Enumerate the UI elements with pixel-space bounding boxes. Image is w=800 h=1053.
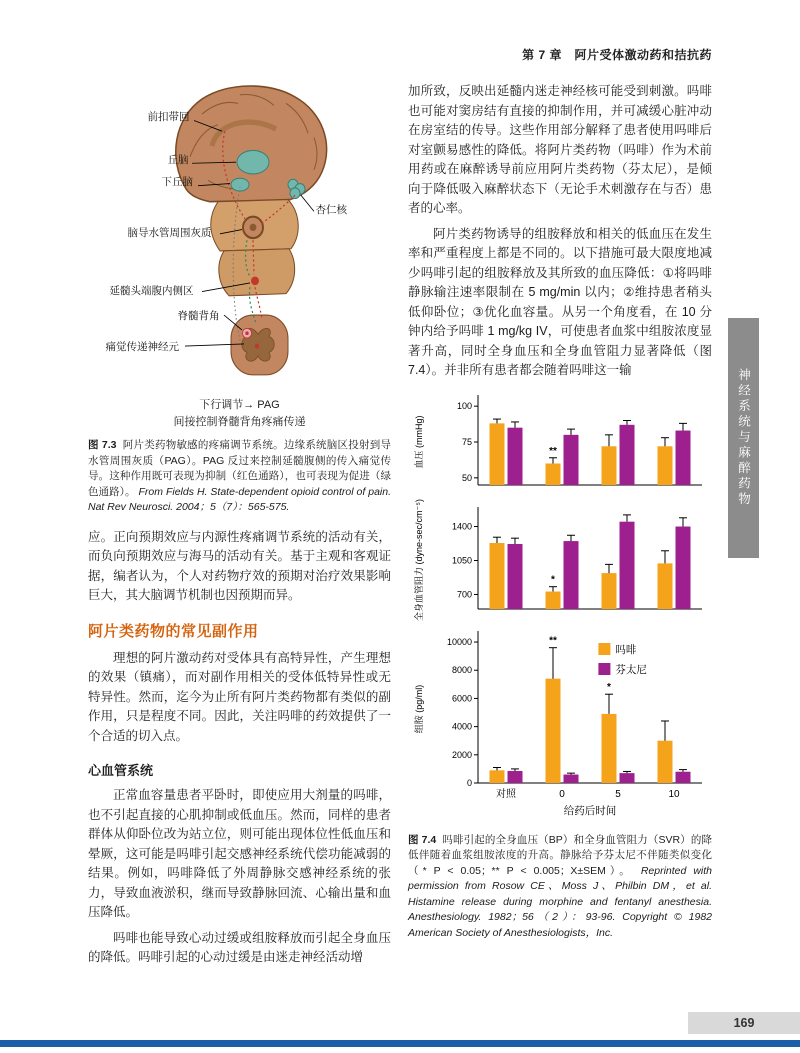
svg-text:吗啡: 吗啡 xyxy=(615,643,637,656)
svg-text:*: * xyxy=(607,681,611,693)
svg-text:**: ** xyxy=(549,635,557,647)
svg-text:血压 (mmHg): 血压 (mmHg) xyxy=(414,415,424,468)
figure-7-4-caption xyxy=(408,833,712,942)
paragraph-expectation: 应。正向预期效应与内源性疼痛调节系统的活动有关，而负向预期效应与海马的活动有关。基于主观和客观证据，编者认为，个人对药物疗效的预期对治疗效果影响巨大，其大脑调节机制也因预期而异。 xyxy=(88,529,391,603)
rvm-marker xyxy=(251,277,259,286)
figure-7-4-caption-label: 图 7.4 xyxy=(408,833,437,846)
diagram-label-pain-neuron: 痛觉传递神经元 xyxy=(105,341,179,353)
thalamus-shape xyxy=(237,150,269,174)
svg-text:**: ** xyxy=(549,445,557,457)
figure-7-3-note-line1: 下行调节→ PAG xyxy=(199,399,280,411)
pain-neuron-marker xyxy=(254,344,258,349)
section-heading-side-effects: 阿片类药物的常见副作用 xyxy=(88,622,259,640)
chart-blood-pressure xyxy=(408,389,712,497)
section-side-tab xyxy=(728,318,759,558)
svg-text:700: 700 xyxy=(456,588,472,599)
paragraph-vagal: 加所致，反映出延髓内迷走神经核可能受到刺激。吗啡也可能对窦房结有直接的抑制作用，并可减缓心脏冲动在房室结的传导。这些作用部分解释了患者使用吗啡后对室颤易感性的降低。将阿片类药物（吗啡）作为术前用药或在麻醉诱导前应用阿片类药物（芬太尼），是倾向于降低吸入麻醉状态下（无论手术刺激存在与否）患者的心率。 xyxy=(408,84,712,215)
diagram-label-rvm: 延髓头端腹内侧区 xyxy=(109,285,194,297)
svg-text:*: * xyxy=(551,574,555,586)
svg-text:5: 5 xyxy=(615,788,621,800)
svg-text:100: 100 xyxy=(456,400,472,411)
chapter-header-text: 第 7 章 阿片受体激动药和拮抗药 xyxy=(522,48,712,62)
svg-text:75: 75 xyxy=(461,436,472,447)
diagram-label-amygdala: 杏仁核 xyxy=(315,204,347,216)
figure-7-3-caption xyxy=(88,438,391,516)
diagram-label-anterior-cingulate: 前扣带回 xyxy=(147,111,190,123)
svg-text:全身血管阻力 (dyne-sec/cm⁻⁵): 全身血管阻力 (dyne-sec/cm⁻⁵) xyxy=(414,498,424,621)
svg-text:1400: 1400 xyxy=(451,521,472,532)
diagram-label-dorsal-horn: 脊髓背角 xyxy=(177,310,220,322)
figure-7-4-caption-citation: Reprinted with permission from Rosow CE、Moss J、Philbin DM，et al. Histamine release during morphine and fentanyl anesthesia. Anesthesiology. 1982；56（2）：93-96. Copyright © 1982 American Society of Anesthesiologists，Inc. xyxy=(408,864,712,939)
right-column xyxy=(408,82,712,941)
page-number-band xyxy=(688,1012,800,1034)
svg-text:给药后时间: 给药后时间 xyxy=(563,804,617,817)
medulla-shape xyxy=(218,249,294,296)
figure-7-4 xyxy=(408,389,712,825)
paragraph-cardiovascular-2: 吗啡也能导致心动过缓或组胺释放而引起全身血压的降低。吗啡引起的心动过缓是由迷走神经活动增 xyxy=(88,930,391,965)
paragraph-ideal-agonist: 理想的阿片激动药对受体具有高特异性，产生理想的效果（镇痛），而对副作用相关的受体低特异性或无特异性。然而，迄今为止所有阿片类药物都有类似的副作用，只是程度不同。因此，关注吗啡的药效提供了一个合适的切入点。 xyxy=(88,650,391,743)
figure-7-3-caption-text: 阿片类药物敏感的疼痛调节系统。边缘系统脑区投射到导水管周围灰质（PAG）。PAG 反过来控制延髓腹侧的传入痛觉传导。这种作用既可表现为抑制（红色通路），也可表现为促进（绿色通路）。 xyxy=(88,439,392,498)
cerebrum-shape xyxy=(175,86,326,202)
figure-7-3-note xyxy=(88,397,391,430)
subsection-heading-cardiovascular: 心血管系统 xyxy=(88,763,154,779)
svg-text:50: 50 xyxy=(461,472,472,483)
diagram-label-thalamus: 丘脑 xyxy=(167,154,189,166)
paragraph-histamine: 阿片类药物诱导的组胺释放和相关的低血压在发生率和严重程度上都是不同的。以下措施可最大限度地减少吗啡引起的组胺释放及其所致的血压降低：①将吗啡静脉输注速率限制在 5 mg/min 以内；②维持患者稍头低仰卧位；③优化血容量。从另一个角度看，在 10 分钟内给予吗啡 1 mg/kg IV，可使患者血浆中组胺浓度显著升高，同时全身血压和全身血管阻力显著降低（图 7.4）。并非所有患者都会随着吗啡这一输 xyxy=(408,226,712,377)
svg-text:0: 0 xyxy=(466,777,472,788)
figure-7-3-note-line2: 间接控制脊髓背角疼痛传递 xyxy=(173,415,306,428)
footer-blue-bar xyxy=(0,1040,800,1047)
section-side-tab-text: 神经系统与麻醉药物 xyxy=(736,368,751,508)
svg-text:4000: 4000 xyxy=(451,721,472,732)
svg-text:对照: 对照 xyxy=(496,788,516,800)
svg-text:组胺 (pg/ml): 组胺 (pg/ml) xyxy=(414,684,424,733)
hypothalamus-shape xyxy=(231,178,249,191)
svg-text:0: 0 xyxy=(559,788,565,800)
chart-histamine xyxy=(408,625,712,825)
svg-text:2000: 2000 xyxy=(451,749,472,760)
svg-text:1050: 1050 xyxy=(451,554,472,565)
svg-text:8000: 8000 xyxy=(451,664,472,675)
paragraph-cardiovascular-1: 正常血容量患者平卧时，即使应用大剂量的吗啡，也不引起直接的心肌抑制或低血压。然而，同样的患者群体从仰卧位改为站立位，则可能出现体位性低血压和晕厥，这可能是吗啡引起交感神经系统代偿功能减弱的结果。例如，吗啡降低了外周静脉交感神经系统的张力，导致血液淤积，继而导致静脉回流、心输出量和血压降低。 xyxy=(88,788,391,920)
svg-text:10: 10 xyxy=(668,788,680,800)
figure-7-3-caption-citation: From Fields H. State-dependent opioid control of pain. Nat Rev Neurosci. 2004；5（7）：565-575. xyxy=(88,485,392,514)
diagram-label-hypothalamus: 下丘脑 xyxy=(161,176,193,188)
diagram-label-pag: 脑导水管周围灰质 xyxy=(127,227,212,239)
left-column xyxy=(88,82,391,968)
svg-text:6000: 6000 xyxy=(451,692,472,703)
page-number: 169 xyxy=(733,1016,755,1030)
svg-text:10000: 10000 xyxy=(446,636,472,647)
chapter-header xyxy=(522,46,712,63)
figure-7-3-diagram xyxy=(90,82,390,392)
figure-7-3-caption-label: 图 7.3 xyxy=(88,439,117,451)
figure-7-4-caption-text: 吗啡引起的全身血压（BP）和全身血管阻力（SVR）的降低伴随着血浆组胺浓度的升高。静脉给予芬太尼不伴随类似变化（* P < 0.05；** P < 0.005；X±SEM）。 xyxy=(408,833,712,877)
svg-text:芬太尼: 芬太尼 xyxy=(615,663,647,676)
chart-systemic-vascular-resistance xyxy=(408,498,712,621)
